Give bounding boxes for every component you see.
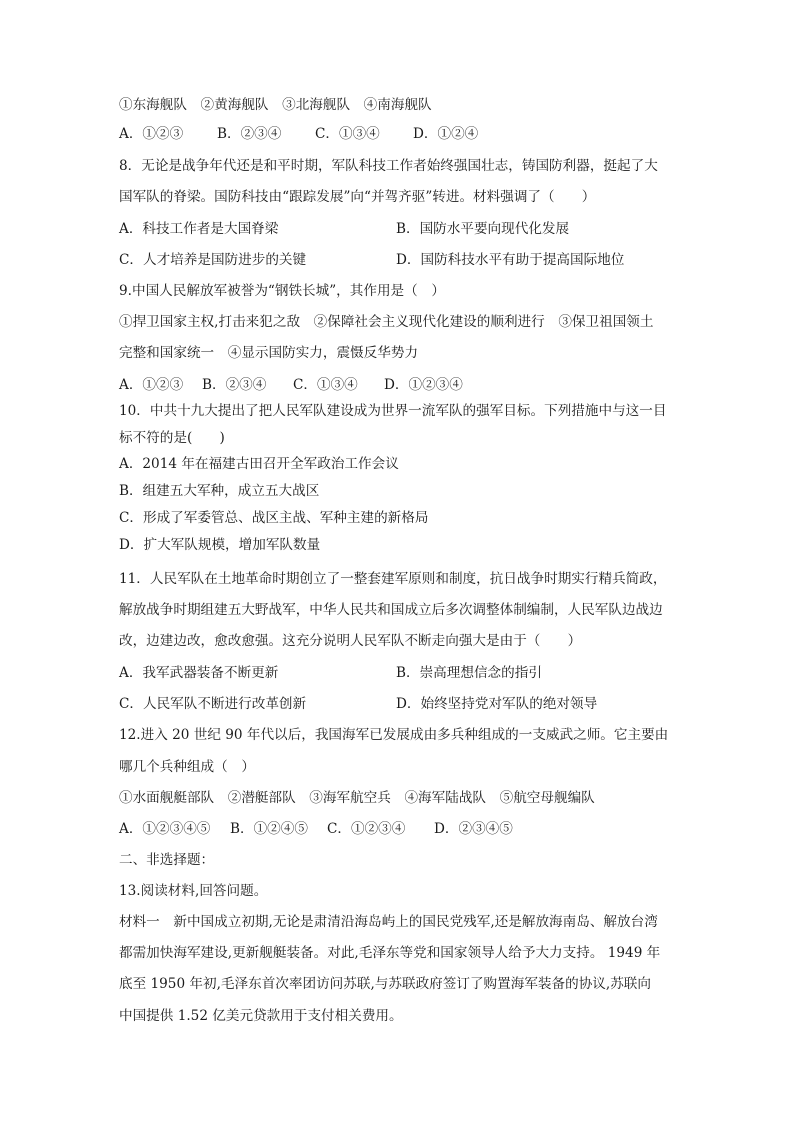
q11-option-c: C．人民军队不断进行改革创新 <box>119 696 307 712</box>
q10-option-b: B．组建五大军种，成立五大战区 <box>119 483 320 499</box>
q12-option-a: A．①②③④⑤ <box>119 821 211 837</box>
q8-option-c: C．人才培养是国防进步的关键 <box>119 252 307 268</box>
q9-option-b: B．②③④ <box>202 377 267 393</box>
q7-option-c: C．①③④ <box>315 126 380 142</box>
q7-option-a: A．①②③ <box>119 126 184 142</box>
q9-option-a: A．①②③ <box>119 377 184 393</box>
q7-items: ①东海舰队 ②黄海舰队 ③北海舰队 ④南海舰队 <box>119 97 432 113</box>
q9-option-c: C．①③④ <box>293 377 358 393</box>
q12-stem-line1: 12.进入 20 世纪 90 年代以后，我国海军已发展成由多兵种组成的一支威武之师。它主要由 <box>119 727 669 743</box>
q9-items-line1: ①捍卫国家主权,打击来犯之敌 ②保障社会主义现代化建设的顺利进行 ③保卫祖国领土 <box>119 314 654 330</box>
q10-option-a: A．2014 年在福建古田召开全军政治工作会议 <box>119 456 399 472</box>
q13-material-line4: 中国提供 1.52 亿美元贷款用于支付相关费用。 <box>119 1008 403 1024</box>
q13-material-line2: 都需加快海军建设,更新舰艇装备。对此,毛泽东等党和国家领导人给予大力支持。 1949 年 <box>119 945 661 961</box>
q8-option-b: B．国防水平要向现代化发展 <box>396 221 570 237</box>
q11-option-b: B．崇高理想信念的指引 <box>396 665 542 681</box>
q10-stem-line1: 10．中共十九大提出了把人民军队建设成为世界一流军队的强军目标。下列措施中与这一目 <box>119 403 667 419</box>
section-heading: 二、非选择题： <box>119 852 215 868</box>
q11-stem-line3: 改，边建边改，愈改愈强。这充分说明人民军队不断走向强大是由于（ ） <box>119 633 582 649</box>
q11-stem-line1: 11．人民军队在土地革命时期创立了一整套建军原则和制度，抗日战争时期实行精兵简政， <box>119 571 667 587</box>
q12-items: ①水面舰艇部队 ②潜艇部队 ③海军航空兵 ④海军陆战队 ⑤航空母舰编队 <box>119 790 595 806</box>
q8-stem-line2: 国军队的脊梁。国防科技由“跟踪发展”向“并驾齐驱”转进。材料强调了（ ） <box>119 189 596 205</box>
q8-stem-line1: 8．无论是战争年代还是和平时期，军队科技工作者始终强国壮志，铸国防利器，挺起了大 <box>119 158 658 174</box>
q13-material-line3: 底至 1950 年初,毛泽东首次率团访问苏联,与苏联政府签订了购置海军装备的协议,苏联向 <box>119 976 651 992</box>
q10-stem-line2: 标不符的是( ) <box>119 430 225 446</box>
q8-option-d: D．国防科技水平有助于提高国际地位 <box>396 252 625 268</box>
q10-option-c: C．形成了军委管总、战区主战、军种主建的新格局 <box>119 510 429 526</box>
q9-items-line2: 完整和国家统一 ④显示国防实力，震慑反华势力 <box>119 345 419 361</box>
q12-option-b: B．①②④⑤ <box>230 821 308 837</box>
q7-option-b: B．②③④ <box>217 126 282 142</box>
q8-option-a: A．科技工作者是大国脊梁 <box>119 221 279 237</box>
q12-stem-line2: 哪几个兵种组成（ ） <box>119 759 255 775</box>
q10-option-d: D．扩大军队规模，增加军队数量 <box>119 537 321 553</box>
q12-option-c: C．①②③④ <box>327 821 406 837</box>
q13-stem: 13.阅读材料,回答问题。 <box>119 883 268 899</box>
q13-material-line1: 材料一 新中国成立初期,无论是肃清沿海岛屿上的国民党残军,还是解放海南岛、解放台湾 <box>119 914 658 930</box>
q9-stem: 9.中国人民解放军被誉为“钢铁长城”，其作用是（ ） <box>119 283 445 299</box>
q11-option-a: A．我军武器装备不断更新 <box>119 665 279 681</box>
q12-option-d: D．②③④⑤ <box>434 821 513 837</box>
q11-stem-line2: 解放战争时期组建五大野战军，中华人民共和国成立后多次调整体制编制，人民军队边战边 <box>119 602 663 618</box>
q11-option-d: D．始终坚持党对军队的绝对领导 <box>396 696 598 712</box>
q7-option-d: D．①②④ <box>413 126 479 142</box>
q9-option-d: D．①②③④ <box>384 377 463 393</box>
